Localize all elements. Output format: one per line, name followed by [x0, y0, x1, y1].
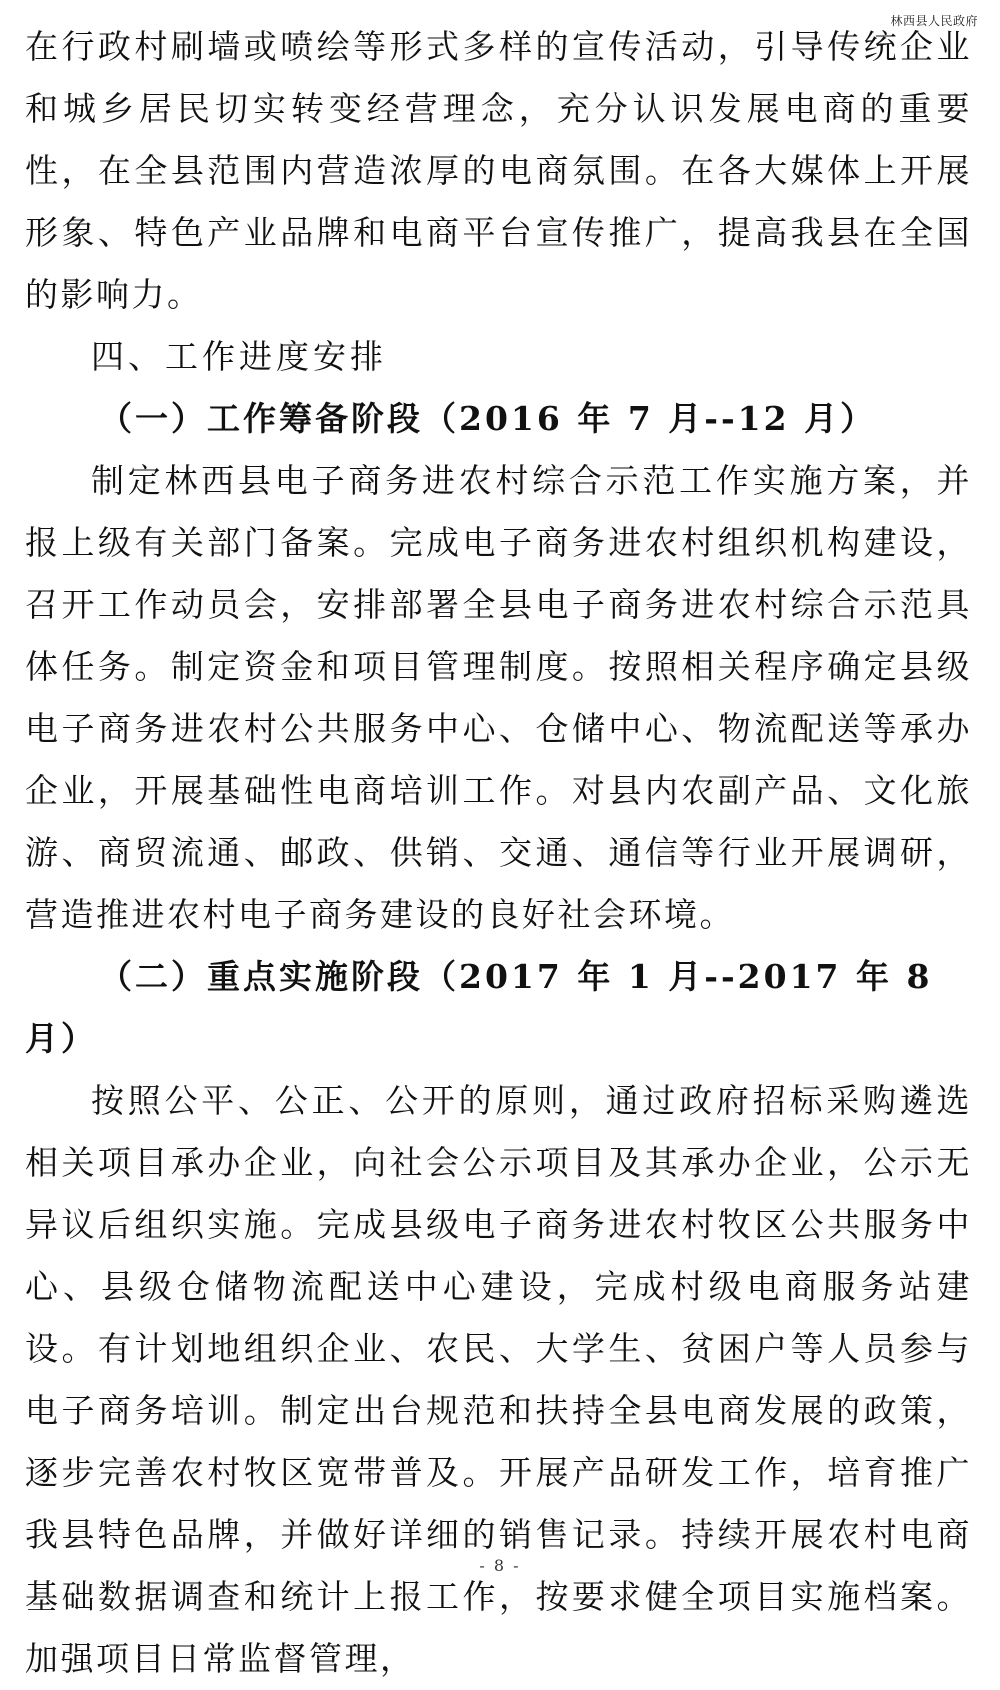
section-heading: 四、工作进度安排	[91, 337, 387, 376]
page-number: - 8 -	[479, 1556, 521, 1575]
paragraph-preparation-stage: 制定林西县电子商务进农村综合示范工作实施方案，并报上级有关部门备案。完成电子商务进农村组织机构建设，召开工作动员会，安排部署全县电子商务进农村综合示范具体任务。制定资金和项目管理制度。按照相关程序确定县级电子商务进农村公共服务中心、仓储中心、物流配送等承办企业，开展基础性电商培训工作。对县内农副产品、文化旅游、商贸流通、邮政、供销、交通、通信等行业开展调研，营造推进农村电子商务建设的良好社会环境。	[25, 461, 972, 934]
subheading-preparation-stage: （一）工作筹备阶段（2016 年 7 月--12 月）	[99, 399, 877, 438]
document-body	[25, 16, 972, 1690]
watermark-text: 林西县人民政府	[890, 14, 978, 28]
paragraph-implementation-stage: 按照公平、公正、公开的原则，通过政府招标采购遴选相关项目承办企业，向社会公示项目及其承办企业，公示无异议后组织实施。完成县级电子商务进农村牧区公共服务中心、县级仓储物流配送中心建设，完成村级电商服务站建设。有计划地组织企业、农民、大学生、贫困户等人员参与电子商务培训。制定出台规范和扶持全县电商发展的政策，逐步完善农村牧区宽带普及。开展产品研发工作，培育推广我县特色品牌，并做好详细的销售记录。持续开展农村电商基础数据调查和统计上报工作，按要求健全项目实施档案。加强项目日常监督管理，	[25, 1081, 972, 1678]
subheading-implementation-stage: （二）重点实施阶段（2017 年 1 月--2017 年 8 月）	[25, 957, 933, 1058]
paragraph-continuation: 在行政村刷墙或喷绘等形式多样的宣传活动，引导传统企业和城乡居民切实转变经营理念，充分认识发展电商的重要性，在全县范围内营造浓厚的电商氛围。在各大媒体上开展形象、特色产业品牌和电商平台宣传推广，提高我县在全国的影响力。	[25, 27, 972, 314]
